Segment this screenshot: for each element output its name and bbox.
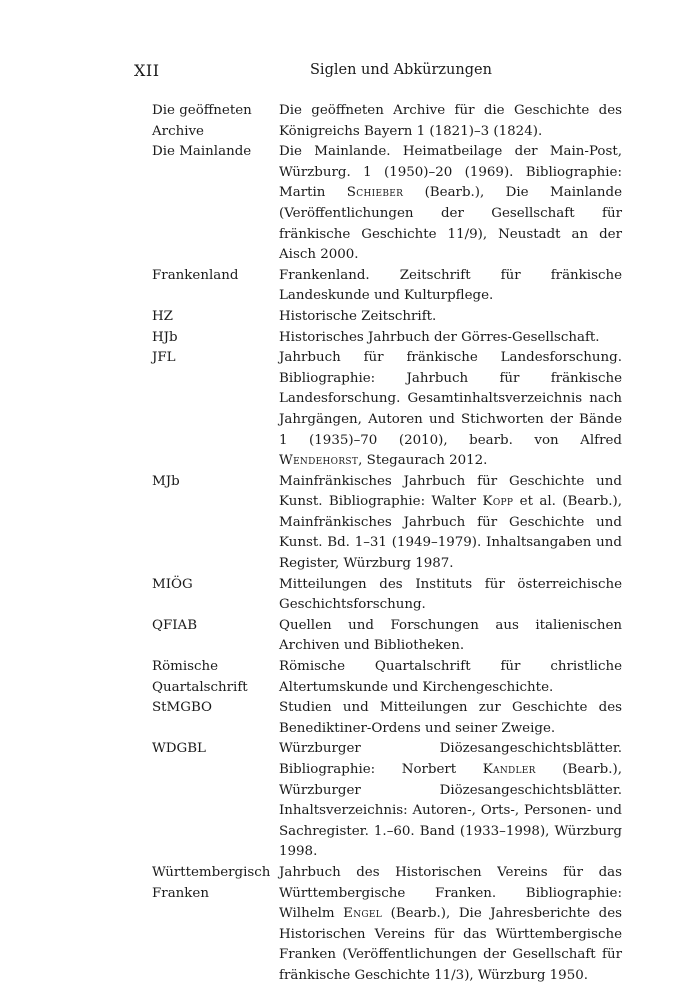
- abbreviation-term-line: HZ: [152, 308, 173, 324]
- description-text: Mitteilungen des Instituts für österreichische Geschichtsforschung.: [279, 576, 622, 613]
- description-text: Jahrbuch des Historischen Vereins für das Württembergische Franken. Bibliographie: Wilhelm: [279, 864, 622, 922]
- description-text: Mainfränkisches Jahrbuch für Geschichte und Kunst. Bibliographie: Walter: [279, 473, 622, 510]
- abbreviation-description: [279, 863, 622, 987]
- abbreviation-term-line: Die geöffneten: [152, 103, 252, 118]
- description-text: (Bearb.), Würzburger Diözesangeschichtsblätter. Inhaltsverzeichnis: Autoren-, Orts-, Personen- und Sachregister. 1.–60. Band (1933–1998), Würzburg 1998.: [279, 762, 622, 860]
- abbreviation-term: [152, 698, 279, 719]
- author-name: Kopp: [482, 494, 514, 510]
- abbreviation-term: [152, 616, 279, 637]
- description-text: Jahrbuch für fränkische Landesforschung. Bibliographie: Jahrbuch für fränkische Landesforschung. Gesamtinhaltsverzeichnis nach Jahrgängen, Autoren und Stichworten der Bände 1 (1935)–70 (2010), bearb. von Alfred: [279, 350, 622, 448]
- abbreviation-description: [279, 739, 622, 863]
- abbreviation-term-line: MJb: [152, 473, 180, 489]
- abbreviation-description: [279, 657, 622, 698]
- description-text: Würzburger Diözesangeschichtsblätter. Bibliographie: Norbert: [279, 741, 622, 777]
- abbreviation-entry: [152, 863, 622, 987]
- abbreviation-description: [279, 266, 622, 307]
- abbreviation-term: [152, 472, 279, 493]
- description-text: (Bearb.), Die Mainlande (Veröffentlichungen der Gesellschaft für fränkische Geschichte 11/9), Neustadt an der Aisch 2000.: [279, 185, 622, 263]
- abbreviation-term-line: HJb: [152, 329, 178, 345]
- abbreviation-term-line: Die Mainlande: [152, 144, 252, 160]
- abbreviation-entry: [152, 698, 622, 739]
- abbreviation-term-line: MIÖG: [152, 576, 193, 592]
- abbreviation-term-line: Frankenland: [152, 267, 239, 283]
- abbreviation-entry: [152, 657, 622, 698]
- abbreviation-term: [152, 142, 279, 163]
- page-number: XII: [134, 61, 160, 80]
- abbreviation-term-line: Römische: [152, 659, 219, 675]
- abbreviation-term-line: JFL: [152, 350, 176, 366]
- abbreviation-term: [152, 307, 279, 328]
- abbreviation-term-line: Württembergisch: [152, 864, 271, 880]
- abbreviation-term: [152, 575, 279, 596]
- description-text: , Stegaurach 2012.: [358, 453, 488, 469]
- abbreviation-entry: [152, 307, 622, 328]
- abbreviation-description: [279, 328, 622, 349]
- abbreviation-term-line: WDGBL: [152, 741, 206, 757]
- abbreviation-description: [279, 307, 622, 328]
- abbreviation-list: [152, 101, 622, 987]
- abbreviation-term-line: Quartalschrift: [152, 679, 248, 695]
- description-text: Die geöffneten Archive für die Geschichte des Königreichs Bayern 1 (1821)–3 (1824).: [279, 103, 622, 139]
- abbreviation-entry: [152, 472, 622, 575]
- running-title: Siglen und Abkürzungen: [310, 62, 492, 78]
- description-text: Studien und Mitteilungen zur Geschichte des Benediktiner-Ordens und seiner Zweige.: [279, 700, 622, 736]
- abbreviation-description: [279, 348, 622, 472]
- abbreviation-term: [152, 348, 279, 369]
- abbreviation-description: [279, 698, 622, 739]
- description-text: (Bearb.), Die Jahresberichte des Historischen Vereins für das Württembergische Franken (Veröffentlichungen der Gesellschaft für fränkische Geschichte 11/3), Würzburg 1950.: [279, 906, 622, 983]
- abbreviation-entry: [152, 739, 622, 863]
- abbreviation-term: [152, 328, 279, 349]
- description-text: Quellen und Forschungen aus italienischen Archiven und Bibliotheken.: [279, 617, 622, 654]
- abbreviation-term: [152, 266, 279, 287]
- abbreviation-term: [152, 863, 279, 904]
- abbreviation-entry: [152, 575, 622, 616]
- description-text: Historisches Jahrbuch der Görres-Gesellschaft.: [279, 329, 600, 345]
- abbreviation-entry: [152, 328, 622, 349]
- description-text: Frankenland. Zeitschrift für fränkische Landeskunde und Kulturpflege.: [279, 267, 622, 304]
- abbreviation-entry: [152, 266, 622, 307]
- abbreviation-entry: [152, 348, 622, 472]
- abbreviation-term-line: Archive: [152, 123, 204, 139]
- abbreviation-term-line: Franken: [152, 885, 209, 901]
- author-name: Wendehorst: [279, 453, 359, 469]
- abbreviation-entry: [152, 616, 622, 657]
- abbreviation-term-line: StMGBO: [152, 700, 213, 716]
- page-header: [134, 61, 618, 83]
- description-text: Historische Zeitschrift.: [279, 308, 437, 324]
- abbreviation-term: [152, 657, 279, 698]
- abbreviation-description: [279, 616, 622, 657]
- author-name: Schieber: [346, 185, 404, 201]
- description-text: Die Mainlande. Heimatbeilage der Main-Post, Würzburg. 1 (1950)–20 (1969). Bibliographie: Martin: [279, 144, 622, 201]
- abbreviation-description: [279, 101, 622, 142]
- author-name: Kandler: [482, 762, 536, 777]
- description-text: Römische Quartalschrift für christliche Altertumskunde und Kirchengeschichte.: [279, 659, 622, 695]
- abbreviation-entry: [152, 101, 622, 142]
- abbreviation-description: [279, 575, 622, 616]
- description-text: et al. (Bearb.), Mainfränkisches Jahrbuch für Geschichte und Kunst. Bd. 1–31 (1949–1979). Inhaltsangaben und Register, Würzburg 1987.: [279, 494, 622, 572]
- abbreviation-entry: [152, 142, 622, 266]
- abbreviation-term-line: QFIAB: [152, 617, 198, 633]
- abbreviation-term: [152, 101, 279, 142]
- author-name: Engel: [343, 906, 383, 922]
- abbreviation-description: [279, 142, 622, 266]
- abbreviation-description: [279, 472, 622, 575]
- abbreviation-term: [152, 739, 279, 760]
